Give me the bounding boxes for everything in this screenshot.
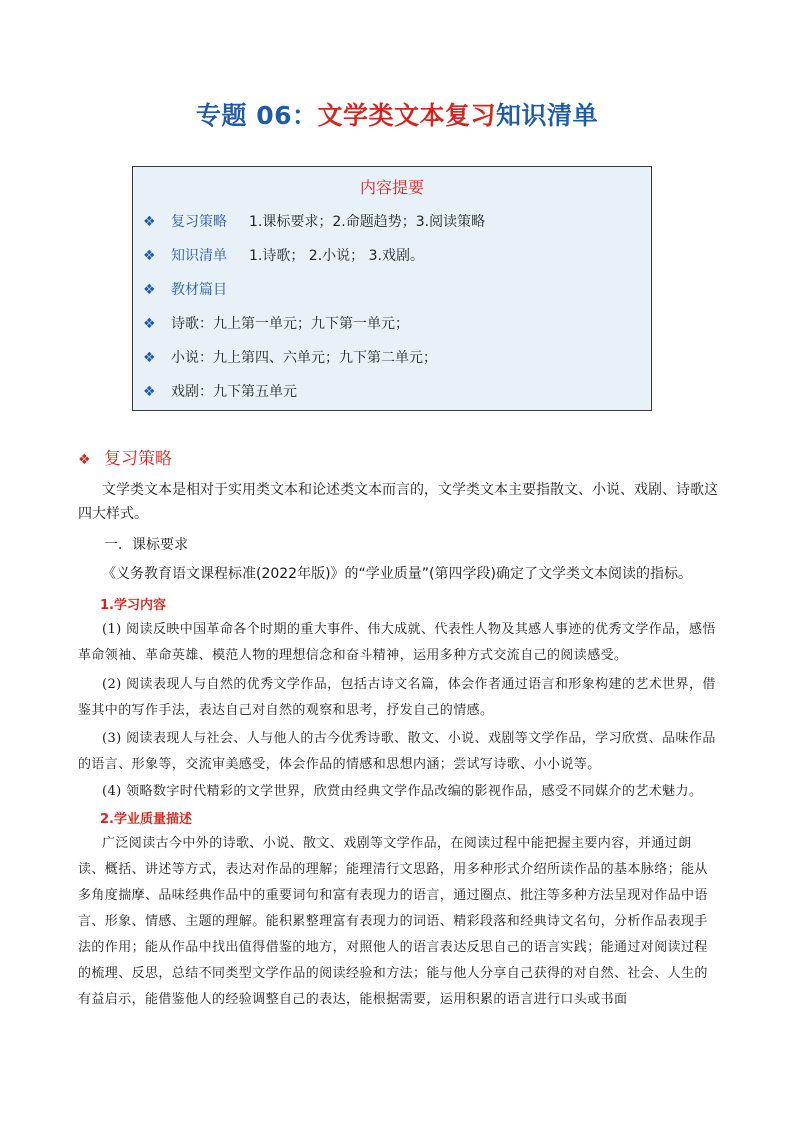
page-title <box>0 96 794 132</box>
part1-item: (4) 领略数字时代精彩的文学世界，欣赏由经典文学作品改编的影视作品，感受不同媒介的艺术魅力。 <box>102 784 703 799</box>
title-prefix: 专题 06： <box>195 101 318 130</box>
summary-row-review-strategy <box>143 211 485 231</box>
diamond-bullet-icon: ❖ <box>143 384 156 400</box>
summary-box <box>132 166 652 411</box>
summary-row-content: 1.诗歌； 2.小说； 3.戏剧。 <box>249 248 424 264</box>
sub-heading: 一．课标要求 <box>104 537 188 553</box>
part2-paragraph: 广泛阅读古今中外的诗歌、小说、散文、戏剧等文学作品，在阅读过程中能把握主要内容，并通过朗读、概括、讲述等方式，表达对作品的理解；能理清行文思路，用多种形式介绍所读作品的基本脉络；能从多角度揣摩、品味经典作品中的重要词句和富有表现力的语言，通过圈点、批注等多种方法呈现对作品中语言、形象、情感、主题的理解。能积累整理富有表现力的词语、精彩段落和经典诗文名句，分析作品表现手法的作用；能从作品中找出值得借鉴的地方，对照他人的语言表达反思自己的语言实践；能通过对阅读过程的梳理、反思，总结不同类型文学作品的阅读经验和方法；能与他人分享自己获得的对自然、社会、人生的有益启示，能借鉴他人的经验调整自己的表达，能根据需要，运用积累的语言进行口头或书面 <box>78 836 708 1007</box>
part2-heading: 2.学业质量描述 <box>100 812 192 827</box>
summary-row-novel <box>143 347 437 367</box>
summary-row-content: 1.课标要求；2.命题趋势；3.阅读策略 <box>249 214 486 230</box>
standard-line: 《义务教育语文课程标准(2022年版)》的“学业质量”(第四学段)确定了文学类文本阅读的指标。 <box>102 566 692 582</box>
diamond-bullet-icon: ❖ <box>143 350 156 366</box>
title-highlight: 文学类文本复习 <box>317 101 496 130</box>
part1-heading: 1.学习内容 <box>100 598 166 613</box>
summary-row-label: 小说：九上第四、六单元；九下第二单元； <box>171 350 437 366</box>
diamond-bullet-icon: ❖ <box>143 214 156 230</box>
summary-row-label: 诗歌：九上第一单元；九下第一单元； <box>171 316 409 332</box>
summary-row-textbook <box>143 279 227 299</box>
summary-box-heading: 内容提要 <box>359 178 424 197</box>
part1-item: (2) 阅读表现人与自然的优秀文学作品，包括古诗文名篇，体会作者通过语言和形象构建的艺术世界，借鉴其中的写作手法，表达自己对自然的观察和思考，抒发自己的情感。 <box>78 677 716 718</box>
section-heading <box>78 444 172 469</box>
diamond-bullet-icon: ❖ <box>78 452 91 468</box>
summary-row-label: 戏剧：九下第五单元 <box>171 384 297 400</box>
summary-row-poetry <box>143 313 409 333</box>
title-suffix: 知识清单 <box>496 101 599 130</box>
intro-paragraph: 文学类文本是相对于实用类文本和论述类文本而言的，文学类文本主要指散文、小说、戏剧、诗歌这四大样式。 <box>78 482 718 522</box>
diamond-bullet-icon: ❖ <box>143 248 156 264</box>
diamond-bullet-icon: ❖ <box>143 282 156 298</box>
summary-row-drama <box>143 381 297 401</box>
section-heading-label: 复习策略 <box>104 449 172 469</box>
diamond-bullet-icon: ❖ <box>143 316 156 332</box>
summary-row-knowledge-list <box>143 245 424 265</box>
summary-row-label: 教材篇目 <box>171 282 227 298</box>
part1-item: (3) 阅读表现人与社会、人与他人的古今优秀诗歌、散文、小说、戏剧等文学作品，学习欣赏、品味作品的语言、形象等，交流审美感受，体会作品的情感和思想内涵；尝试写诗歌、小小说等。 <box>78 731 716 772</box>
summary-row-label: 复习策略 <box>171 214 227 230</box>
part1-item: (1) 阅读反映中国革命各个时期的重大事件、伟大成就、代表性人物及其感人事迹的优秀文学作品，感悟革命领袖、革命英雄、模范人物的理想信念和奋斗精神，运用多种方式交流自己的阅读感受。 <box>78 622 716 663</box>
summary-row-label: 知识清单 <box>171 248 227 264</box>
